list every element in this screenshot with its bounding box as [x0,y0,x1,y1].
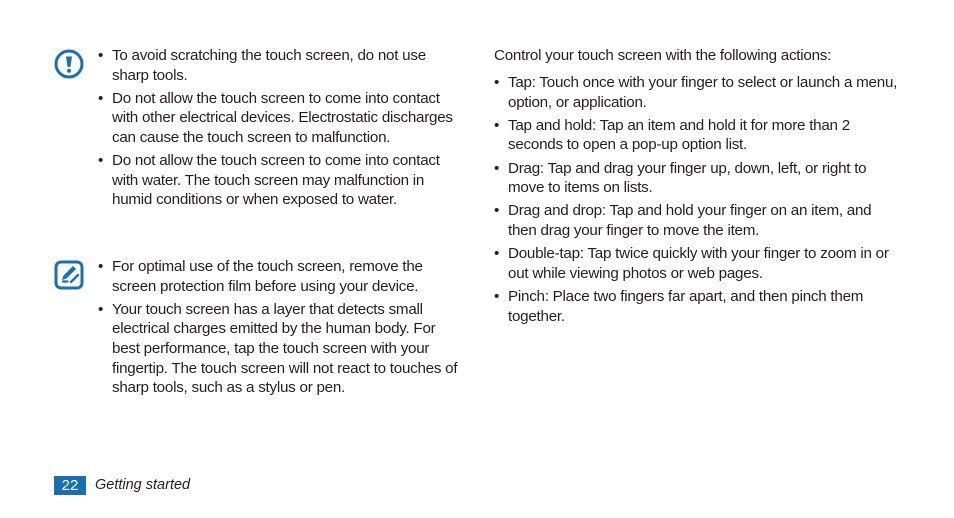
caution-bullet: • Do not allow the touch screen to come into contact with water. The touch screen may malfunction in humid conditions or when exposed to water. [98,151,458,210]
action-bullet-drag: • Drag: Tap and drag your finger up, down, left, or right to move to items on lists. [494,159,899,198]
touch-actions-list [494,73,899,330]
action-bullet-double-tap: • Double-tap: Tap twice quickly with your finger to zoom in or out while viewing photos or web pages. [494,244,899,283]
section-name: Getting started [95,477,191,493]
action-bullet-tap: • Tap: Touch once with your finger to select or launch a menu, option, or application. [494,73,899,112]
note-bullet: • For optimal use of the touch screen, remove the screen protection film before using your device. [98,257,458,296]
page-number: 22 [54,476,86,495]
note-pencil-icon [54,260,84,290]
caution-bullet: • To avoid scratching the touch screen, do not use sharp tools. [98,46,458,85]
caution-bullet-list [98,46,458,214]
actions-intro: Control your touch screen with the following actions: [494,47,832,64]
caution-bullet: • Do not allow the touch screen to come into contact with other electrical devices. Electrostatic discharges can cause the touch screen to malfunction. [98,89,458,148]
action-bullet-pinch: • Pinch: Place two fingers far apart, and then pinch them together. [494,287,899,326]
action-bullet-tap-and-hold: • Tap and hold: Tap an item and hold it for more than 2 seconds to open a pop-up option list. [494,116,899,155]
note-bullet-list [98,257,458,401]
note-bullet: • Your touch screen has a layer that detects small electrical charges emitted by the human body. For best performance, tap the touch screen with your fingertip. The touch screen will not react to touches of sharp tools, such as a stylus or pen. [98,300,458,398]
action-bullet-drag-and-drop: • Drag and drop: Tap and hold your finger on an item, and then drag your finger to move the item. [494,201,899,240]
caution-exclamation-icon [54,49,84,79]
